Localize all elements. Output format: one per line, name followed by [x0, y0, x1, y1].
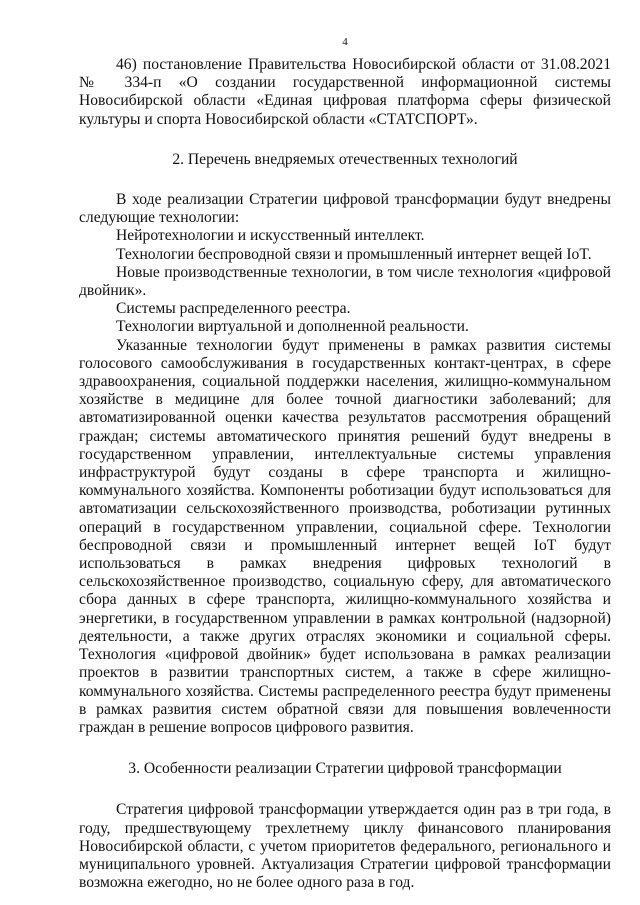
document-page [79, 36, 611, 892]
section-2-heading: 2. Перечень внедряемых отечественных технологий [172, 150, 518, 168]
section-3-body: Стратегия цифровой трансформации утверждается один раз в три года, в году, предшествующему трехлетнему циклу финансового планирования Новосибирской области, с учетом приоритетов федерального, регионального и муниципального уровней. Актуализация Стратегии цифровой трансформации возможна ежегодно, но не более одного раза в год. [79, 801, 611, 892]
section-2-lead: В ходе реализации Стратегии цифровой трансформации будут внедрены следующие технологии: [79, 191, 611, 227]
technology-item: Технологии беспроводной связи и промышленный интернет вещей IoT. [116, 245, 592, 263]
technology-item: Нейротехнологии и искусственный интеллект. [116, 227, 425, 245]
technology-item: Системы распределенного реестра. [116, 300, 351, 318]
technology-item: Технологии виртуальной и дополненной реальности. [116, 318, 469, 336]
section-3-heading: 3. Особенности реализации Стратегии цифровой трансформации [128, 760, 562, 778]
technology-item: Новые производственные технологии, в том числе технология «цифровой двойник». [79, 263, 611, 300]
list-item-46: 46) постановление Правительства Новосибирской области от 31.08.2021 № 334-п «О создании государственной информационной системы Новосибирской области «Единая цифровая платформа сферы физической культуры и спорта Новосибирской области «СТАТСПОРТ». [79, 56, 611, 128]
section-2-body: Указанные технологии будут применены в рамках развития системы голосового самообслуживания в государственных контакт-центрах, в сфере здравоохранения, социальной поддержки населения, жилищно-коммунальном хозяйстве в медицине для более точной диагностики заболеваний; для автоматизированной оценки качества результатов рассмотрения обращений граждан; системы автоматического принятия решений будут внедрены в государственном управлении, интеллектуальные системы управления инфраструктурой будут созданы в сфере транспорта и жилищно-коммунального хозяйства. Компоненты роботизации будут использоваться для автоматизации сельскохозяйственного производства, роботизации рутинных операций в государственном управлении, социальной сфере. Технологии беспроводной связи и промышленный интернет вещей IoT будут использоваться в рамках внедрения цифровых технологий в сельскохозяйственное производство, социальную сферу, для автоматического сбора данных в сфере транспорта, жилищно-коммунального хозяйства и энергетики, в государственном управлении в рамках контрольной (надзорной) деятельности, а также других отраслях экономики и социальной сферы. Технология «цифровой двойник» будет использована в рамках реализации проектов в развитии транспортных систем, а также в сфере жилищно-коммунального хозяйства. Системы распределенного реестра будут применены в рамках развития систем обратной связи для повышения вовлеченности граждан в решение вопросов цифрового развития. [79, 336, 611, 736]
page-number: 4 [342, 36, 348, 48]
